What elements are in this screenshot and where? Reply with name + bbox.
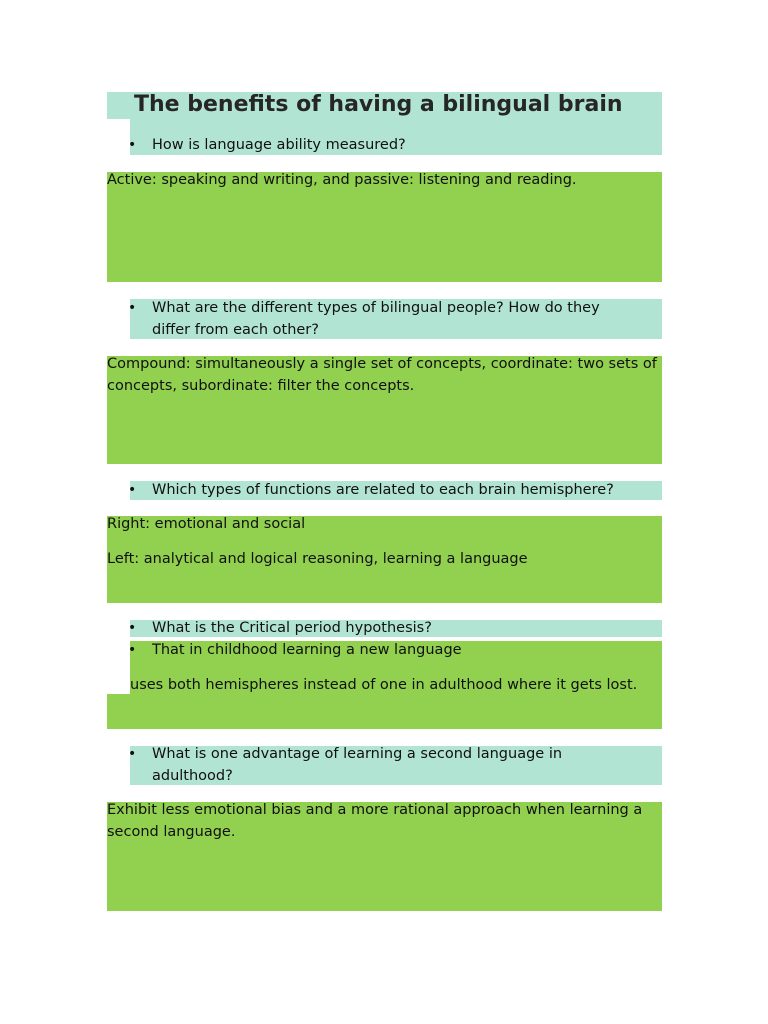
answer-1-text: Active: speaking and writing, and passive: listening and reading. <box>107 172 577 188</box>
bullet-icon: • <box>128 482 137 498</box>
question-4-text: What is the Critical period hypothesis? <box>152 620 432 636</box>
bullet-icon: • <box>128 642 137 658</box>
question-5-text: What is one advantage of learning a second language in adulthood? <box>152 746 563 784</box>
answer-4-bullet <box>128 640 657 662</box>
question-1 <box>128 135 652 157</box>
answer-2-text: Compound: simultaneously a single set of concepts, coordinate: two sets of concepts, subordinate: filter the concepts. <box>107 356 657 394</box>
page-title: The benefits of having a bilingual brain <box>134 92 623 117</box>
question-2 <box>128 298 642 341</box>
answer-4-continuation: uses both hemispheres instead of one in adulthood where it gets lost. <box>130 677 638 693</box>
answer-5-text: Exhibit less emotional bias and a more rational approach when learning a second language. <box>107 802 643 840</box>
answer-4-bullet-text: That in childhood learning a new language <box>152 642 462 658</box>
question-3-text: Which types of functions are related to each brain hemisphere? <box>152 482 614 498</box>
question-3 <box>128 480 657 502</box>
question-4 <box>128 618 657 640</box>
bullet-icon: • <box>128 300 137 316</box>
question-2-text: What are the different types of bilingual people? How do they differ from each other? <box>152 300 600 338</box>
answer-4-box-bottom <box>107 694 662 729</box>
question-5 <box>128 744 622 787</box>
bullet-icon: • <box>128 137 137 153</box>
bullet-icon: • <box>128 746 137 762</box>
bullet-icon: • <box>128 620 137 636</box>
answer-3-left: Left: analytical and logical reasoning, learning a language <box>107 551 528 567</box>
question-1-text: How is language ability measured? <box>152 137 406 153</box>
answer-3-right: Right: emotional and social <box>107 516 306 532</box>
